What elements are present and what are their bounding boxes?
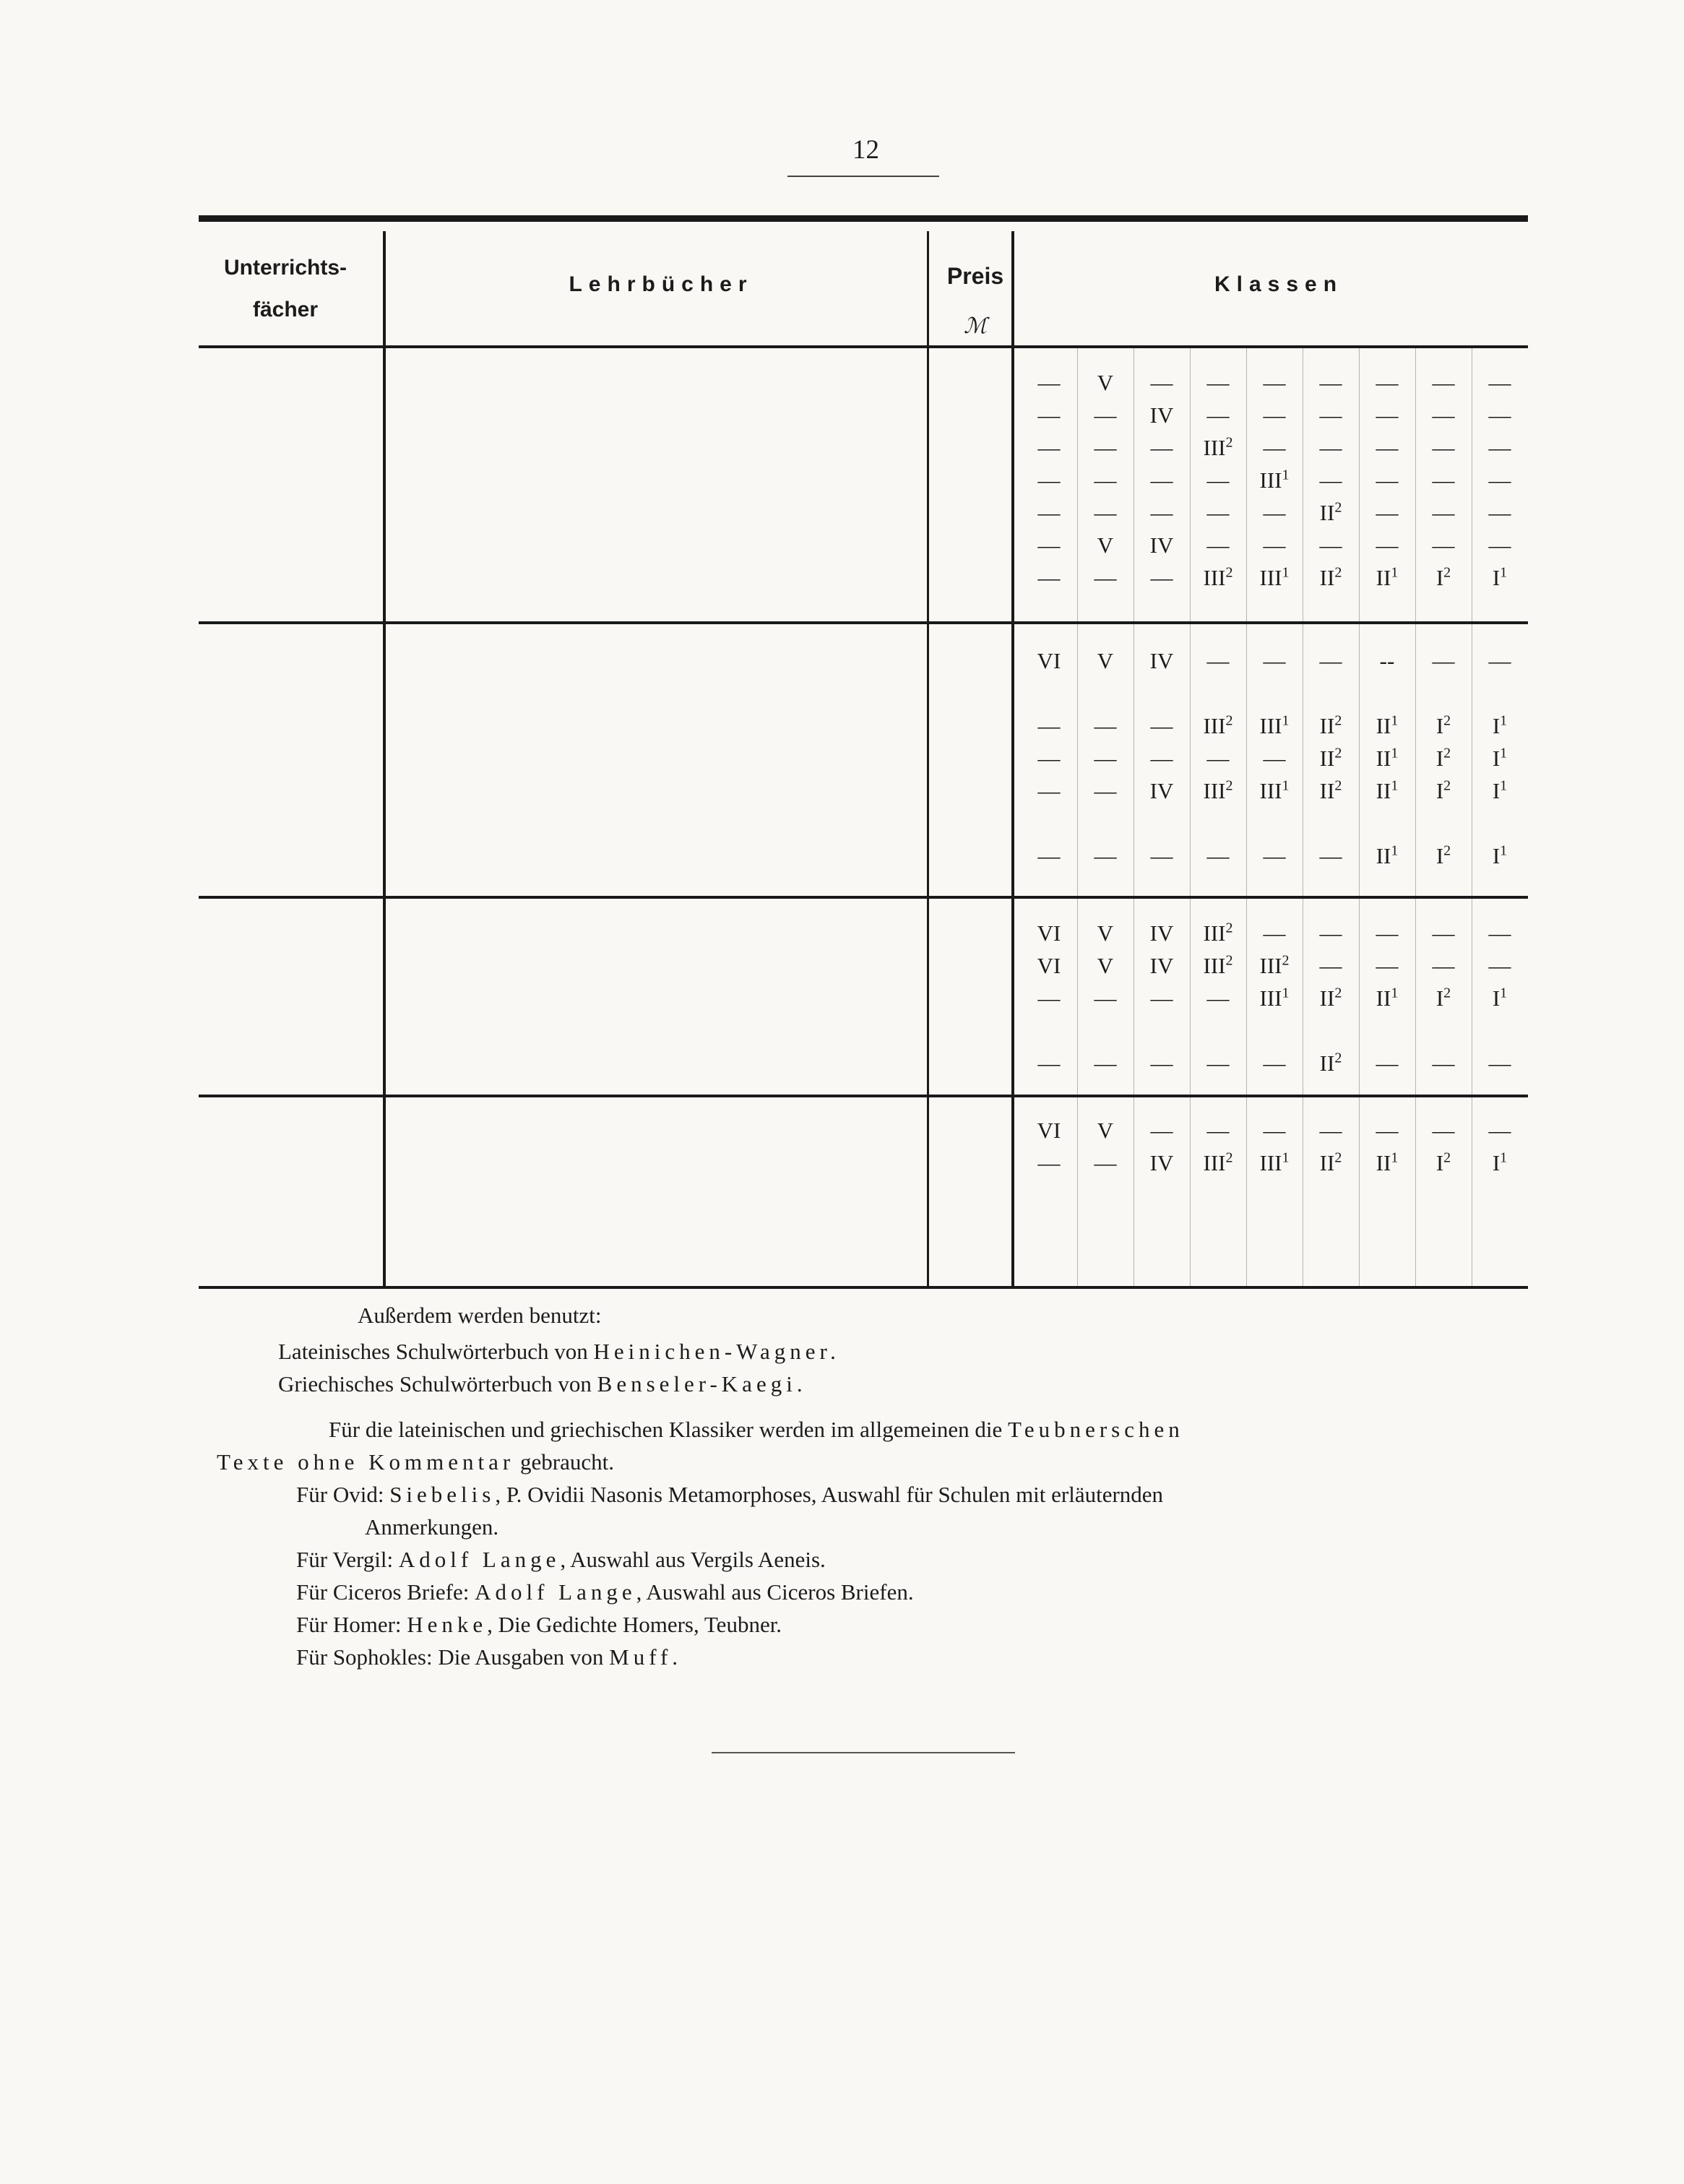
group-bottom-rule <box>199 621 1528 624</box>
class-cell: III$^2$ <box>1203 920 1233 946</box>
class-cell: $II^2$ <box>1319 499 1342 525</box>
class-cell: — <box>1037 500 1061 525</box>
class-cell: $II^1$ <box>1376 745 1399 771</box>
class-cell: — <box>1206 467 1230 493</box>
vergil-pre: Für Vergil: <box>296 1547 399 1572</box>
class-cell: $II^2$ <box>1319 1050 1342 1076</box>
class-cell: $I^2$ <box>1435 777 1451 803</box>
class-cell: — <box>1319 467 1342 493</box>
class-cell: V <box>1097 370 1114 395</box>
class-cell: — <box>1488 532 1511 558</box>
class-cell: $II^1$ <box>1376 712 1399 738</box>
class-cell: — <box>1037 746 1061 771</box>
header-bottom-rule <box>199 345 1528 348</box>
class-cell: — <box>1206 648 1230 673</box>
class-cell: — <box>1206 843 1230 868</box>
class-cell: — <box>1488 500 1511 525</box>
class-cell: III$^1$ <box>1259 777 1290 803</box>
dict-latin-author: Heinichen-Wagner. <box>593 1339 840 1364</box>
class-cell: $I^2$ <box>1435 564 1451 590</box>
class-cell: — <box>1206 985 1230 1011</box>
vergil-rest: , Auswahl aus Vergils Aeneis. <box>560 1547 826 1572</box>
class-cell: $I^1$ <box>1492 985 1508 1011</box>
group-bottom-rule <box>199 896 1528 899</box>
class-cell: — <box>1094 500 1117 525</box>
class-cell: $II^1$ <box>1376 985 1399 1011</box>
class-cell: — <box>1094 985 1117 1011</box>
class-cell: — <box>1488 467 1511 493</box>
class-cell: -- <box>1379 648 1395 673</box>
teubner-name: Teubnerschen <box>1008 1417 1184 1442</box>
class-cell: — <box>1376 402 1399 428</box>
class-cell: $I^1$ <box>1492 777 1508 803</box>
table-top-rule <box>199 215 1528 222</box>
class-cell: — <box>1263 402 1286 428</box>
class-cell: V <box>1097 953 1114 978</box>
class-cell: — <box>1488 648 1511 673</box>
class-cell: — <box>1206 746 1230 771</box>
class-cell: VI <box>1037 1118 1061 1143</box>
ovid-author: Siebelis <box>389 1482 496 1507</box>
class-cell: — <box>1488 1118 1511 1143</box>
sophocles-pre: Für Sophokles: Die Ausgaben von <box>296 1644 610 1670</box>
group-bottom-rule <box>199 1286 1528 1289</box>
class-cell: — <box>1206 370 1230 395</box>
class-cell: — <box>1432 1118 1455 1143</box>
class-cell: $I^1$ <box>1492 842 1508 868</box>
class-cell: — <box>1263 435 1286 460</box>
class-cell: — <box>1150 467 1173 493</box>
class-cell: — <box>1037 402 1061 428</box>
dict-greek <box>278 1369 807 1399</box>
homer-author: Henke <box>407 1612 488 1637</box>
class-cell: $I^2$ <box>1435 1149 1451 1175</box>
class-cell: $I^2$ <box>1435 842 1451 868</box>
dict-latin-text: Lateinisches Schulwörterbuch von <box>278 1339 594 1364</box>
class-cell: $I^1$ <box>1492 1149 1508 1175</box>
class-cell: — <box>1376 1118 1399 1143</box>
sophocles-author: Muff. <box>609 1644 683 1670</box>
class-cell: — <box>1150 565 1173 590</box>
class-cell: — <box>1319 920 1342 946</box>
class-cell: — <box>1432 370 1455 395</box>
class-cell: III$^2$ <box>1259 952 1290 978</box>
class-cell: — <box>1432 500 1455 525</box>
class-cell: III$^2$ <box>1203 952 1233 978</box>
vline-price-right <box>1011 231 1014 1286</box>
class-cell: — <box>1094 467 1117 493</box>
cicero-pre: Für Ciceros Briefe: <box>296 1579 475 1605</box>
class-cell: — <box>1432 953 1455 978</box>
class-cell: — <box>1150 370 1173 395</box>
class-cell: — <box>1094 778 1117 803</box>
class-cell: — <box>1094 1050 1117 1076</box>
class-cell: — <box>1432 1050 1455 1076</box>
class-cell: — <box>1037 435 1061 460</box>
ovid-cont: Anmerkungen. <box>365 1514 499 1540</box>
header-price: Preis <box>946 263 1004 289</box>
class-cell: — <box>1263 370 1286 395</box>
vergil-author: Adolf Lange <box>398 1547 561 1572</box>
sophocles-line <box>296 1642 682 1672</box>
class-cell: $I^1$ <box>1492 745 1508 771</box>
header-classes: Klassen <box>1214 272 1344 296</box>
class-cell: $II^1$ <box>1376 564 1399 590</box>
class-cell: — <box>1488 1050 1511 1076</box>
class-cell: — <box>1150 1050 1173 1076</box>
class-cell: $II^1$ <box>1376 777 1399 803</box>
classics-line-1 <box>329 1415 1184 1445</box>
class-cell: VI <box>1037 920 1061 946</box>
dict-greek-author: Benseler-Kaegi. <box>597 1371 807 1397</box>
class-cell: — <box>1263 648 1286 673</box>
homer-line <box>296 1610 782 1640</box>
class-cell: III$^2$ <box>1203 712 1233 738</box>
class-cell: — <box>1432 402 1455 428</box>
header-subjects: Unterrichts- fächer <box>223 256 347 321</box>
class-cell: — <box>1150 435 1173 460</box>
page-number: 12 <box>852 135 879 165</box>
class-cell: — <box>1488 370 1511 395</box>
class-cell: III$^1$ <box>1259 712 1290 738</box>
class-cell: VI <box>1037 953 1061 978</box>
class-cell: — <box>1263 843 1286 868</box>
class-cell: — <box>1376 953 1399 978</box>
class-cell: IV <box>1149 920 1174 946</box>
class-cell: IV <box>1149 402 1174 428</box>
class-cell: — <box>1037 1150 1061 1175</box>
end-rule <box>712 1752 1015 1753</box>
class-cell: — <box>1376 1050 1399 1076</box>
class-cell: — <box>1376 500 1399 525</box>
class-cell: — <box>1376 532 1399 558</box>
class-cell: — <box>1037 713 1061 738</box>
class-cell: IV <box>1149 532 1174 558</box>
class-cell: — <box>1150 713 1173 738</box>
class-cell: — <box>1037 565 1061 590</box>
homer-pre: Für Homer: <box>296 1612 407 1637</box>
class-cell: — <box>1094 402 1117 428</box>
class-cell: — <box>1488 435 1511 460</box>
group-bottom-rule <box>199 1095 1528 1097</box>
class-cell: $I^1$ <box>1492 564 1508 590</box>
class-cell: — <box>1150 843 1173 868</box>
ovid-pre: Für Ovid: <box>296 1482 390 1507</box>
class-cell: — <box>1263 1050 1286 1076</box>
class-cell: IV <box>1149 778 1174 803</box>
class-cell: — <box>1319 648 1342 673</box>
class-cell: — <box>1094 713 1117 738</box>
class-cell: — <box>1263 532 1286 558</box>
class-cell: — <box>1037 467 1061 493</box>
header-books: Lehrbücher <box>569 272 754 296</box>
vline-price-left <box>927 231 929 1286</box>
class-cell: $II^2$ <box>1319 712 1342 738</box>
class-cell: III$^2$ <box>1203 564 1233 590</box>
class-cell: — <box>1319 843 1342 868</box>
class-cell: — <box>1488 402 1511 428</box>
ovid-line <box>296 1480 1163 1510</box>
class-cell: — <box>1094 746 1117 771</box>
class-cell: — <box>1488 920 1511 946</box>
class-cell: $II^2$ <box>1319 1149 1342 1175</box>
class-cell: III$^2$ <box>1203 434 1233 460</box>
class-cell: III$^2$ <box>1203 777 1233 803</box>
class-cell: — <box>1376 435 1399 460</box>
class-cell: — <box>1206 402 1230 428</box>
class-cell: III$^1$ <box>1259 985 1290 1011</box>
class-cell: — <box>1206 1050 1230 1076</box>
class-cell: — <box>1150 985 1173 1011</box>
class-cell: — <box>1206 1118 1230 1143</box>
class-cell: $I^2$ <box>1435 745 1451 771</box>
class-cell: IV <box>1149 1150 1174 1175</box>
class-cell: — <box>1206 532 1230 558</box>
class-cell: — <box>1206 500 1230 525</box>
texte-ohne-kommentar: Texte ohne Kommentar <box>217 1449 515 1475</box>
class-cell: — <box>1263 500 1286 525</box>
vline-subject <box>383 231 386 1286</box>
class-cell: — <box>1037 532 1061 558</box>
class-cell: — <box>1094 843 1117 868</box>
class-cell: $II^2$ <box>1319 985 1342 1011</box>
class-cell: — <box>1376 920 1399 946</box>
class-cell: $II^2$ <box>1319 745 1342 771</box>
class-cell: IV <box>1149 953 1174 978</box>
dict-greek-text: Griechisches Schulwörterbuch von <box>278 1371 597 1397</box>
class-cell: — <box>1263 746 1286 771</box>
class-cell: — <box>1432 648 1455 673</box>
class-cell: — <box>1432 532 1455 558</box>
class-cell: — <box>1150 746 1173 771</box>
class-cell: — <box>1432 435 1455 460</box>
homer-rest: , Die Gedichte Homers, Teubner. <box>487 1612 782 1637</box>
class-cell: $I^1$ <box>1492 712 1508 738</box>
class-cell: — <box>1094 1150 1117 1175</box>
dict-latin <box>278 1337 840 1367</box>
class-cell: V <box>1097 920 1114 946</box>
classics-text-2: gebraucht. <box>514 1449 614 1475</box>
class-cell: — <box>1150 500 1173 525</box>
cicero-rest: , Auswahl aus Ciceros Briefen. <box>636 1579 914 1605</box>
class-cell: — <box>1037 843 1061 868</box>
class-cell: III$^1$ <box>1259 467 1290 493</box>
class-cell: — <box>1037 778 1061 803</box>
class-cell: $I^2$ <box>1435 985 1451 1011</box>
class-cell: — <box>1319 532 1342 558</box>
class-cell: — <box>1037 985 1061 1011</box>
class-cell: — <box>1319 370 1342 395</box>
cicero-author: Adolf Lange <box>475 1579 636 1605</box>
class-cell: $I^2$ <box>1435 712 1451 738</box>
class-cell: $II^1$ <box>1376 1149 1399 1175</box>
class-cell: — <box>1319 1118 1342 1143</box>
classics-line-2 <box>217 1447 614 1477</box>
class-cell: $II^2$ <box>1319 777 1342 803</box>
class-cell: — <box>1037 1050 1061 1076</box>
also-used-heading: Außerdem werden benutzt: <box>358 1303 602 1328</box>
ovid-rest: , P. Ovidii Nasonis Metamorphoses, Auswahl für Schulen mit erläuternden <box>495 1482 1164 1507</box>
header-currency: ℳ <box>963 314 988 338</box>
class-cell: — <box>1319 435 1342 460</box>
class-cell: III$^2$ <box>1203 1149 1233 1175</box>
class-cell: V <box>1097 532 1114 558</box>
class-cell: — <box>1376 370 1399 395</box>
class-cell: III$^1$ <box>1259 564 1290 590</box>
vergil-line <box>296 1545 826 1575</box>
cicero-line <box>296 1577 914 1607</box>
class-cell: — <box>1319 953 1342 978</box>
class-cell: — <box>1376 467 1399 493</box>
class-cell: V <box>1097 1118 1114 1143</box>
class-cell: — <box>1094 435 1117 460</box>
class-cell: — <box>1094 565 1117 590</box>
class-cell: — <box>1263 1118 1286 1143</box>
class-cell: III$^1$ <box>1259 1149 1290 1175</box>
class-cell: IV <box>1149 648 1174 673</box>
class-cell: — <box>1432 920 1455 946</box>
class-cell: VI <box>1037 648 1061 673</box>
class-cell: $II^2$ <box>1319 564 1342 590</box>
classics-text-1: Für die lateinischen und griechischen Klassiker werden im allgemeinen die <box>329 1417 1009 1442</box>
class-cell: $II^1$ <box>1376 842 1399 868</box>
class-cell: — <box>1263 920 1286 946</box>
class-cell: — <box>1319 402 1342 428</box>
class-cell: — <box>1488 953 1511 978</box>
class-cell: — <box>1432 467 1455 493</box>
class-cell: — <box>1037 370 1061 395</box>
class-cell: V <box>1097 648 1114 673</box>
class-cell: — <box>1150 1118 1173 1143</box>
